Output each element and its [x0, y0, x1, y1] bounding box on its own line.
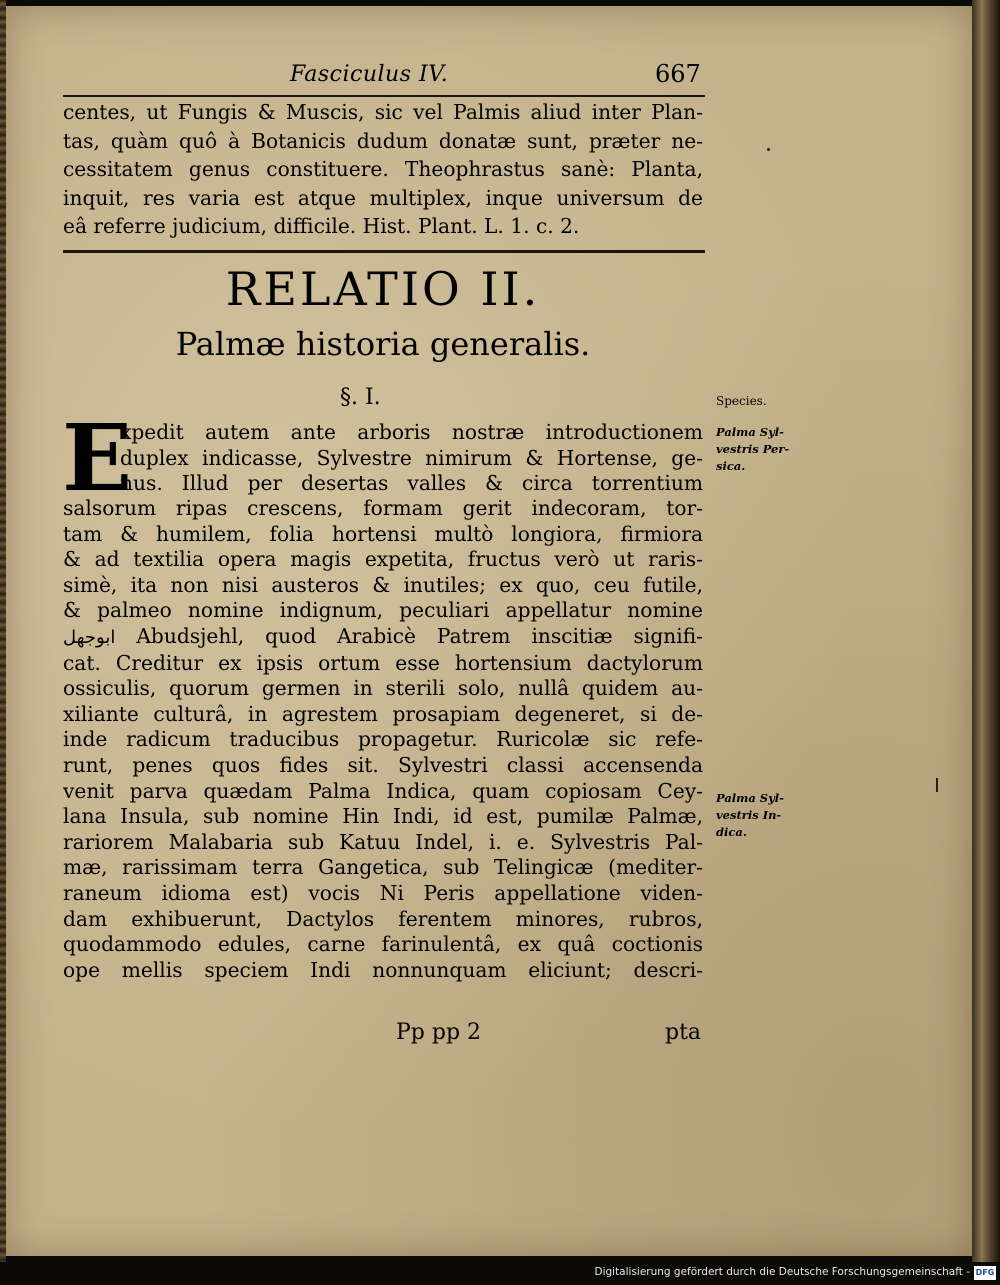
catchword: pta — [665, 1020, 702, 1045]
digitization-footer — [0, 1262, 1000, 1285]
signature-mark: Pp pp 2 — [396, 1020, 482, 1045]
text-line: ope mellis speciem Indi nonnunquam eliciunt; descri- — [63, 957, 703, 982]
text-line: rariorem Malabaria sub Katuu Indel, i. e. Sylvestris Pal- — [63, 829, 703, 854]
running-title: Fasciculus IV. — [290, 62, 449, 87]
text-line: cessitatem genus constituere. Theophrastus sanè: Planta, — [63, 157, 703, 181]
ink-spot — [767, 148, 770, 151]
digitization-notice: Digitalisierung gefördert durch die Deutsche Forschungsgemeinschaft - — [594, 1266, 970, 1278]
margin-note-palma-persica: Palma Syl- vestris Per- sica. — [716, 425, 790, 473]
text-line: duplex indicasse, Sylvestre nimirum & Hortense, ge- — [120, 445, 703, 470]
text-line: xpedit autem ante arboris nostræ introductionem — [120, 420, 703, 444]
page-stack-edge — [972, 0, 1000, 1262]
intro-paragraph — [63, 98, 703, 241]
text-line: tas, quàm quô à Botanicis dudum donatæ sunt, præter ne- — [63, 128, 703, 153]
text-line: tam & humilem, folia hortensi multò longiora, firmiora — [63, 521, 703, 546]
header-rule — [63, 95, 705, 97]
arabic-line — [63, 624, 703, 651]
page-number: 667 — [655, 60, 701, 88]
text-line: ossiculis, quorum germen in sterili solo, nullâ quidem au- — [63, 676, 703, 701]
section-rule — [63, 250, 705, 253]
text-line: & ad textilia opera magis expetita, fructus verò ut raris- — [63, 547, 703, 572]
margin-note-palma-indica: Palma Syl- vestris In- dica. — [716, 791, 784, 839]
text-line: xiliante culturâ, in agrestem prosapiam degeneret, si de- — [63, 701, 703, 726]
text-line: mæ, rarissimam terra Gangetica, sub Telingicæ (mediter- — [63, 855, 703, 880]
text-line: dam exhibuerunt, Dactylos ferentem minores, rubros, — [63, 906, 703, 931]
text-line: inde radicum traducibus propagetur. Ruricolæ sic refe- — [63, 727, 703, 752]
ink-stroke — [936, 778, 938, 792]
text-line: inquit, res varia est atque multiplex, inque universum de — [63, 185, 703, 210]
text-line: centes, ut Fungis & Muscis, sic vel Palmis aliud inter Plan- — [63, 100, 703, 124]
dfg-logo: DFG — [974, 1266, 996, 1280]
body-paragraph — [63, 496, 703, 983]
text-line: venit parva quædam Palma Indica, quam copiosam Cey- — [63, 778, 703, 803]
text-line: quodammodo edules, carne farinulentâ, ex quâ coctionis — [63, 932, 703, 957]
text-line: salsorum ripas crescens, formam gerit indecoram, tor- — [63, 496, 703, 520]
margin-note-species: Species. — [716, 394, 767, 408]
text-line: raneum idioma est) vocis Ni Peris appellatione viden- — [63, 880, 703, 905]
text-line: simè, ita non nisi austeros & inutiles; ex quo, ceu futile, — [63, 572, 703, 597]
drop-cap: E — [62, 404, 133, 512]
section-number: §. I. — [340, 385, 381, 410]
arabic-word: ابوجهل — [63, 626, 116, 648]
text-line: nus. Illud per desertas valles & circa torrentium — [120, 471, 703, 496]
relatio-subtitle: Palmæ historia generalis. — [175, 325, 591, 363]
text-line: eâ referre judicium, difficile. Hist. Plant. L. 1. c. 2. — [63, 214, 580, 238]
text-line: runt, penes quos fides sit. Sylvestri classi accensenda — [63, 752, 703, 777]
dropcap-lines — [120, 420, 703, 497]
text-line: cat. Creditur ex ipsis ortum esse hortensium dactylorum — [63, 650, 703, 675]
text-line: & palmeo nomine indignum, peculiari appellatur nomine — [63, 598, 703, 623]
text-line-rest: Abudsjehl, quod Arabicè Patrem inscitiæ signifi- — [136, 623, 703, 648]
relatio-title: RELATIO II. — [225, 262, 541, 316]
text-line: lana Insula, sub nomine Hin Indi, id est, pumilæ Palmæ, — [63, 804, 703, 829]
